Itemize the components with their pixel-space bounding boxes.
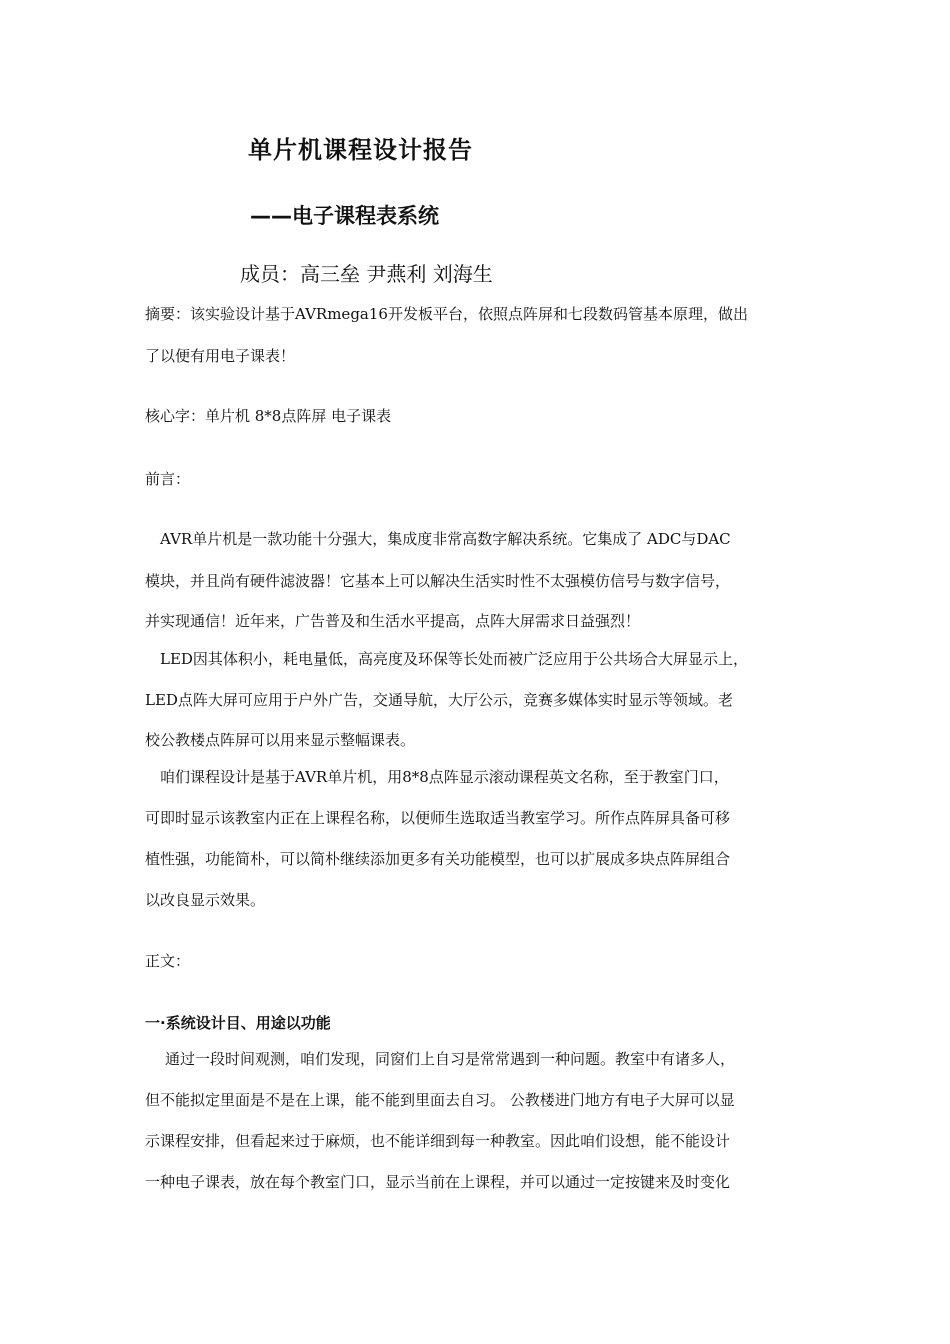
members-line: 成员：高三垒 尹燕利 刘海生 [240, 262, 493, 286]
section1-line-4: 一种电子课表，放在每个教室门口，显示当前在上课程，并可以通过一定按键来及时变化 [145, 1173, 731, 1191]
section1-heading: 一·系统设计目、用途以功能 [145, 1014, 331, 1032]
preface-p1-line-3: 并实现通信！近年来，广告普及和生活水平提高，点阵大屏需求日益强烈！ [145, 612, 641, 630]
preface-p3-line-2: 可即时显示该教室内正在上课程名称，以便师生选取适当教室学习。所作点阵屏具备可移 [145, 809, 731, 827]
section1-line-3: 示课程安排，但看起来过于麻烦，也不能详细到每一种教室。因此咱们设想，能不能设计 [145, 1132, 731, 1150]
preface-label: 前言： [145, 470, 191, 488]
preface-p2-line-1: LED因其体积小，耗电量低，高亮度及环保等长处而被广泛应用于公共场合大屏显示上， [160, 650, 748, 668]
report-subtitle: ——电子课程表系统 [250, 204, 439, 228]
report-title: 单片机课程设计报告 [248, 136, 473, 164]
preface-p2-line-2: LED点阵大屏可应用于户外广告，交通导航，大厅公示，竞赛多媒体实时显示等领域。老 [145, 691, 733, 709]
abstract-line-2: 了以便有用电子课表！ [145, 347, 296, 365]
preface-p1-line-1: AVR单片机是一款功能十分强大，集成度非常高数字解决系统。它集成了 ADC与DAC [160, 530, 731, 548]
preface-p1-line-2: 模块，并且尚有硬件滤波器！它基本上可以解决生活实时性不太强模仿信号与数字信号， [145, 572, 731, 590]
preface-p2-line-3: 校公教楼点阵屏可以用来显示整幅课表。 [145, 731, 416, 749]
section1-line-2: 但不能拟定里面是不是在上课，能不能到里面去自习。 公教楼进门地方有电子大屏可以显 [145, 1091, 735, 1109]
preface-p3-line-3: 植性强，功能简朴，可以简朴继续添加更多有关功能模型，也可以扩展成多块点阵屏组合 [145, 850, 731, 868]
abstract-line-1: 摘要：该实验设计基于AVRmega16开发板平台，依照点阵屏和七段数码管基本原理，做出 [145, 305, 748, 323]
preface-p3-line-1: 咱们课程设计是基于AVR单片机，用8*8点阵显示滚动课程英文名称，至于教室门口， [160, 768, 729, 786]
section1-line-1: 通过一段时间观测，咱们发现，同窗们上自习是常常遇到一种问题。教室中有诸多人， [165, 1050, 736, 1068]
preface-p3-line-4: 以改良显示效果。 [145, 891, 266, 909]
body-label: 正文： [145, 952, 191, 970]
keywords-line: 核心字：单片机 8*8点阵屏 电子课表 [145, 407, 392, 425]
